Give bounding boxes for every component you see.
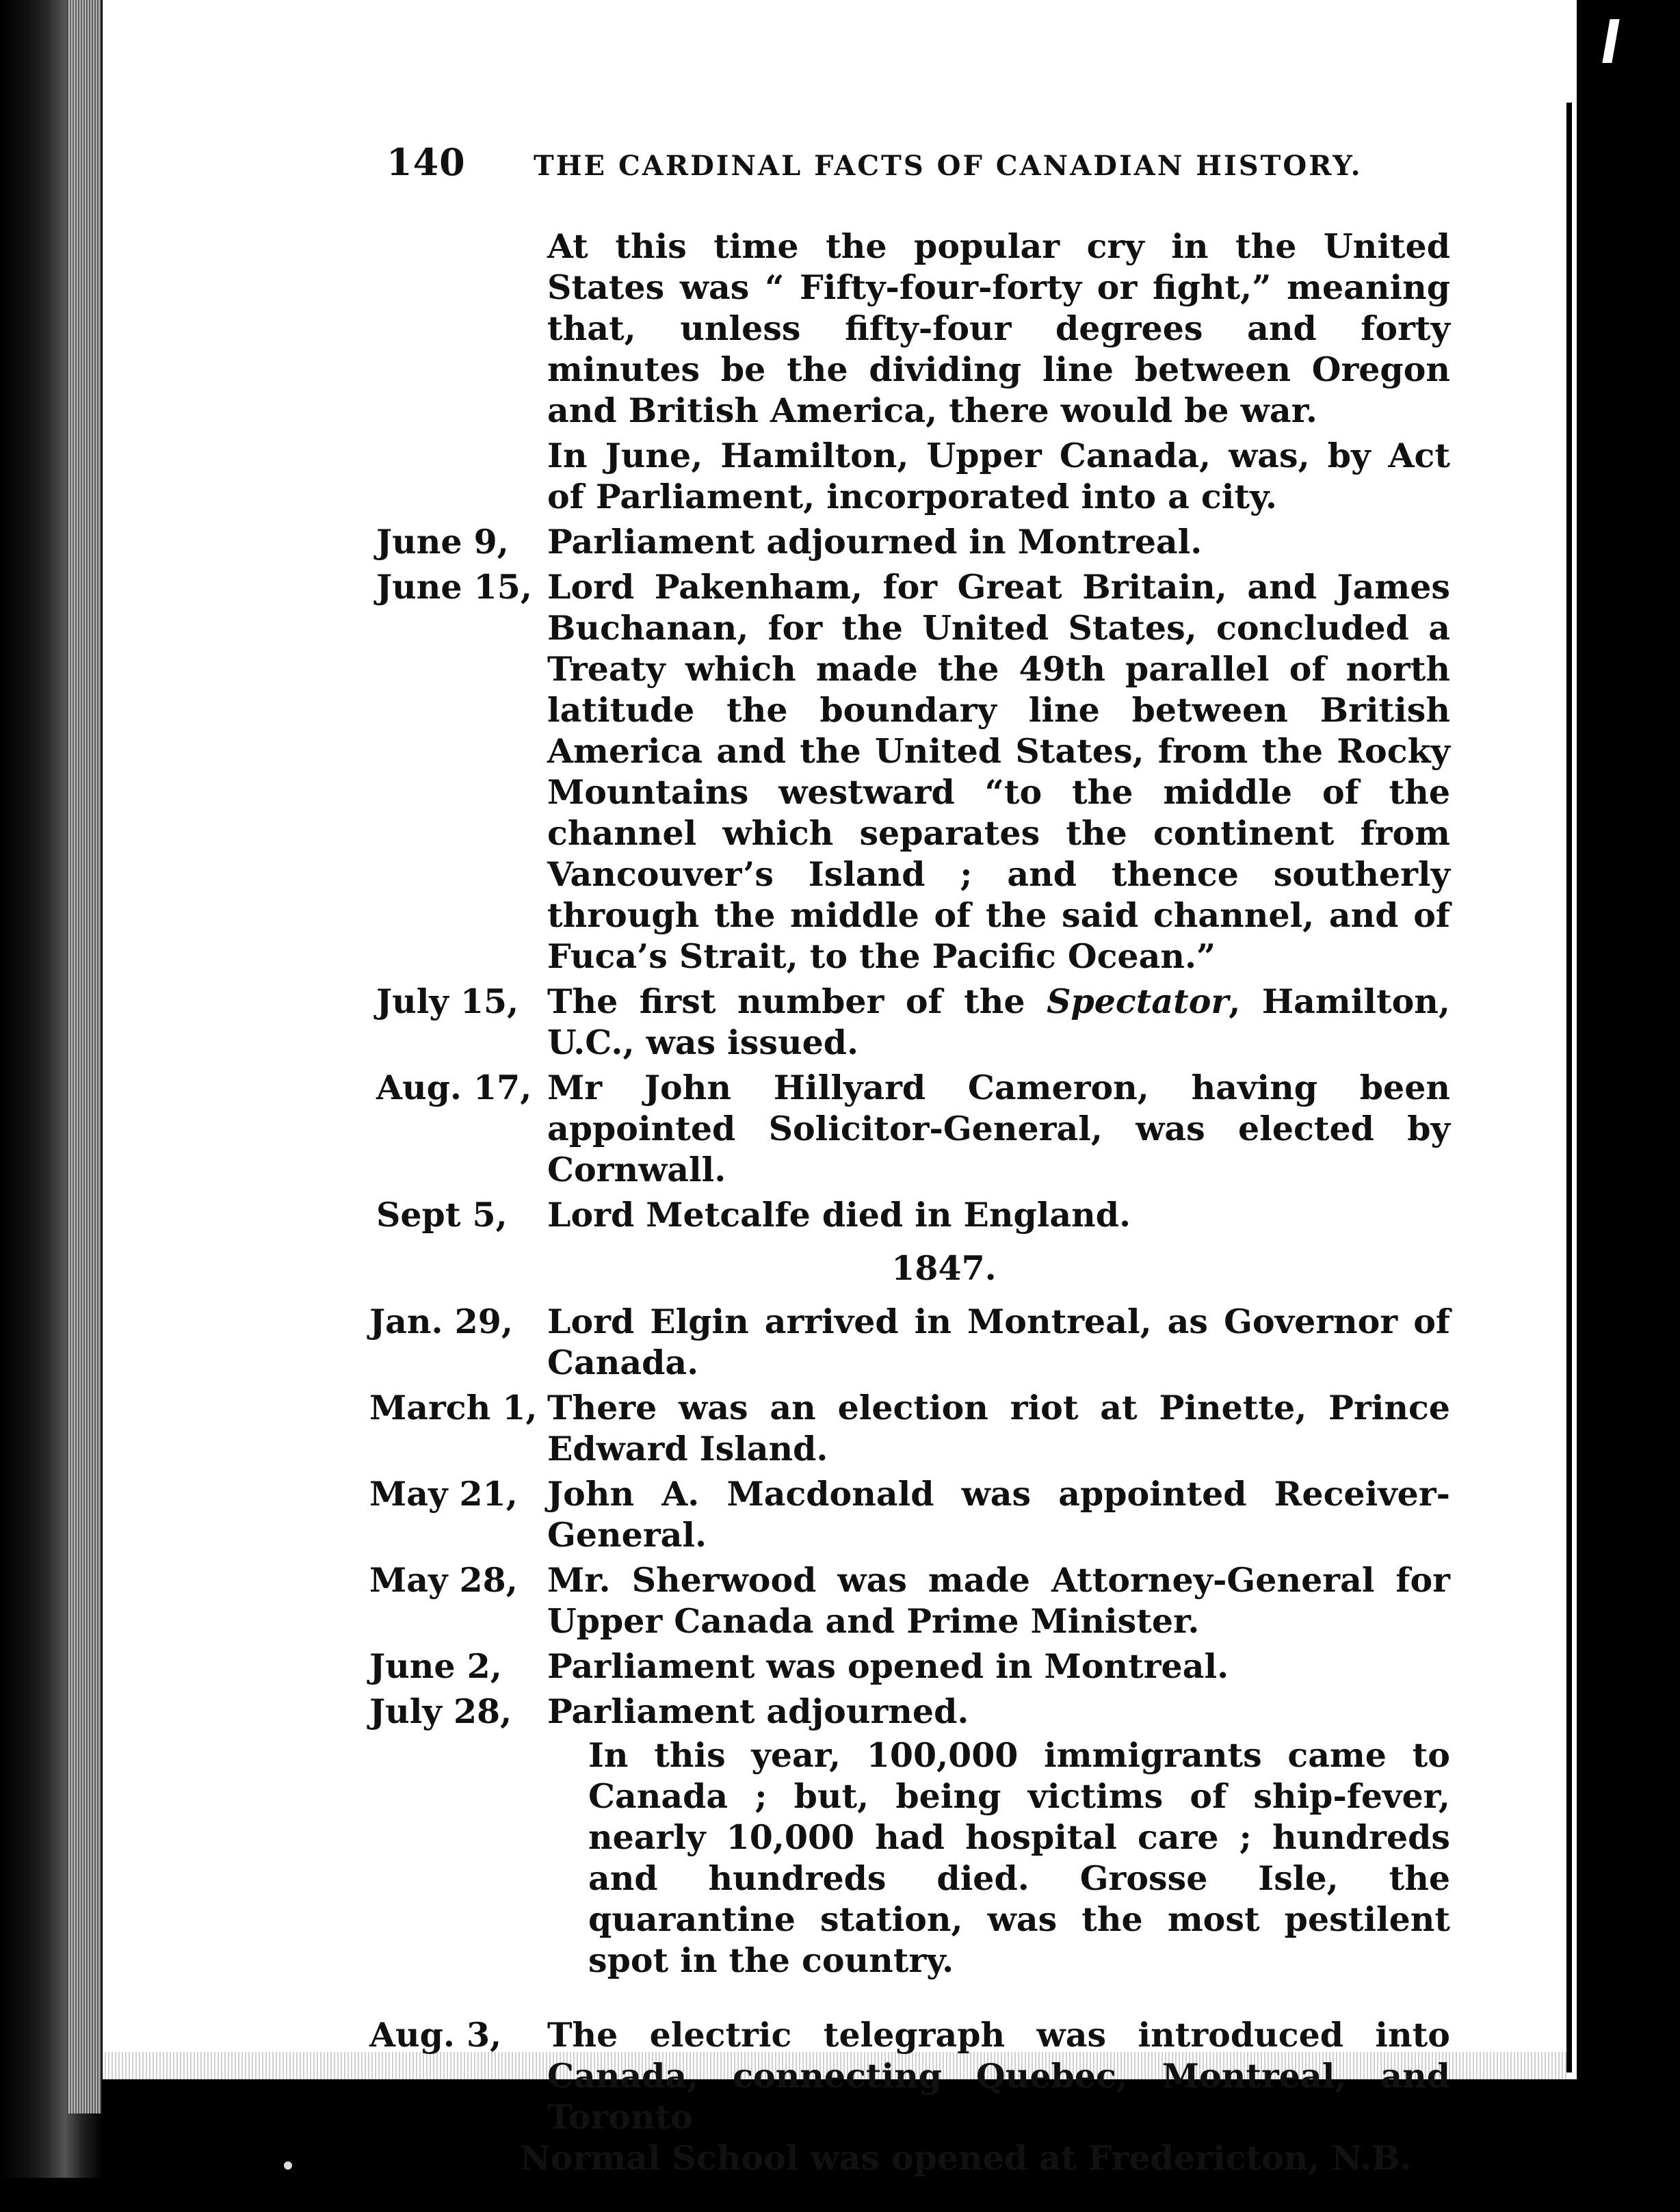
entry-date: June 15, [376,567,532,607]
chronology-entry [356,981,1450,1063]
running-title: THE CARDINAL FACTS OF CANADIAN HISTORY. [534,150,1363,182]
entry-date: Aug. 3, [369,2015,502,2055]
entry-date: June 9, [376,522,509,562]
entry-date: Aug. 17, [376,1068,532,1107]
entry-text: Parliament adjourned. [547,1691,969,1731]
entry-text: The electric telegraph was introduced into Canada, connecting Quebec, Montreal, and Toronto [547,2015,1450,2137]
chronology-entry [356,1194,1450,1235]
entry-date: July 28, [369,1691,512,1731]
chronology-entry [356,1067,1450,1190]
page-right-border [1566,103,1572,2072]
scan-dust [284,2161,292,2170]
entry-date: May 28, [369,1560,518,1600]
chronology-entry [356,2014,1450,2137]
newspaper-title: Spectator [1047,982,1229,1021]
entry-text: Mr. Sherwood was made Attorney-General for Upper Canada and Prime Minister. [547,1560,1450,1641]
chronology-entry [356,1387,1450,1469]
entry-date: March 1, [369,1388,538,1427]
entry-date: July 15, [376,982,519,1021]
book-page-stack [68,0,101,2114]
page-body [356,226,1450,2212]
entry-text: Parliament adjourned in Montreal. [547,522,1203,562]
immigration-paragraph: In this year, 100,000 immigrants came to Canada ; but, being victims of ship-fever, nearly 10,000 had hospital care ; hundreds and hundreds died. Grosse Isle, the quarantine station, was the most pestilent spot in the country. [588,1735,1450,1980]
entry-date: May 21, [369,1474,518,1514]
entry-text: Parliament was opened in Montreal. [547,1646,1229,1686]
chronology-entry [356,521,1450,562]
page-header [386,140,1363,188]
entry-date: June 2, [369,1646,502,1686]
entry-text: The first number of the Spectator, Hamilton, U.C., was issued. [547,982,1450,1062]
chronology-entry [356,1473,1450,1555]
entry-text: Lord Elgin arrived in Montreal, as Governor of Canada. [547,1302,1450,1382]
chronology-entry [356,1559,1450,1642]
entry-text: Lord Metcalfe died in England. [547,1195,1131,1235]
chronology-entry [356,566,1450,977]
scan-right-edge [1577,0,1680,2178]
entry-text: Mr John Hillyard Cameron, having been appointed Solicitor-General, was elected by Cornwall. [547,1068,1450,1189]
chronology-entry [356,1301,1450,1383]
entry-date: Sept 5, [376,1195,508,1235]
entry-date: Jan. 29, [369,1302,513,1341]
final-line: Normal School was opened at Fredericton, N.B. [520,2138,1412,2178]
intro-paragraph: In June, Hamilton, Upper Canada, was, by Act of Parliament, incorporated into a city. [547,436,1450,516]
entry-text: John A. Macdonald was appointed Receiver-General. [547,1474,1450,1555]
entry-text: Lord Pakenham, for Great Britain, and James Buchanan, for the United States, concluded a Treaty which made the 49th parallel of north latitude the boundary line between British America and the United States, from the Rocky Mountains westward “to the middle of the channel which separates the continent from Vancouver’s Island ; and thence southerly through the middle of the said channel, and of Fuca’s Strait, to the Pacific Ocean.” [547,567,1450,976]
entry-text: There was an election riot at Pinette, Prince Edward Island. [547,1388,1450,1469]
chronology-entry [356,1691,1450,1732]
intro-paragraph: At this time the popular cry in the United States was “ Fifty-four-forty or fight,” meaning that, unless fifty-four degrees and forty minutes be the dividing line between Oregon and British America, there would be war. [547,226,1450,430]
chronology-entry [356,1646,1450,1687]
page-number: 140 [386,140,466,184]
year-heading: 1847. [891,1248,997,1288]
